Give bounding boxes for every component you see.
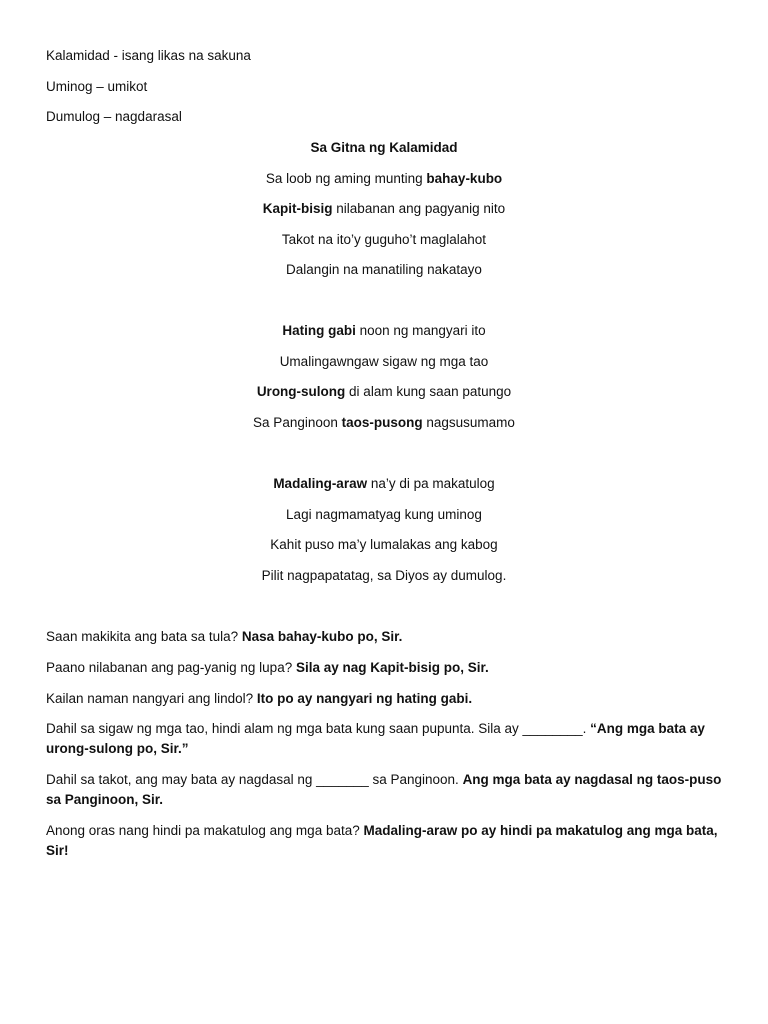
question-item bbox=[46, 821, 722, 861]
question-text: Dahil sa takot, ang may bata ay nagdasal ng _______ sa Panginoon. bbox=[46, 772, 463, 787]
question-item bbox=[46, 627, 722, 647]
poem-line: Lagi nagmamatyag kung uminog bbox=[286, 507, 482, 522]
answer-text: Madaling-araw po ay hindi pa makatulog ang mga bata, Sir! bbox=[46, 823, 718, 858]
poem-line: Pilit nagpapatatag, sa Diyos ay dumulog. bbox=[261, 568, 507, 583]
poem-line: Kahit puso ma’y lumalakas ang kabog bbox=[270, 537, 498, 552]
answer-text: Ito po ay nangyari ng hating gabi. bbox=[256, 691, 473, 706]
question-text: Paano nilabanan ang pag-yanig ng lupa? bbox=[46, 660, 296, 675]
poem-line: Kapit-bisig nilabanan ang pagyanig nito bbox=[262, 201, 506, 216]
question-item bbox=[46, 719, 722, 759]
vocab-item: Dumulog – nagdarasal bbox=[46, 109, 182, 124]
answer-text: Sila ay nag Kapit-bisig po, Sir. bbox=[295, 660, 489, 675]
answer-text: “Ang mga bata ay urong-sulong po, Sir.” bbox=[46, 721, 705, 756]
question-item bbox=[46, 770, 722, 810]
question-item bbox=[46, 658, 722, 678]
poem-line: Hating gabi noon ng mangyari ito bbox=[282, 323, 486, 338]
poem-line: Sa loob ng aming munting bahay-kubo bbox=[265, 171, 503, 186]
answer-text: Ang mga bata ay nagdasal ng taos-puso sa Panginoon, Sir. bbox=[46, 772, 722, 807]
vocab-item: Kalamidad - isang likas na sakuna bbox=[46, 48, 251, 63]
question-text: Dahil sa sigaw ng mga tao, hindi alam ng mga bata kung saan pupunta. Sila ay ________. bbox=[46, 721, 591, 736]
poem-line: Umalingawngaw sigaw ng mga tao bbox=[279, 354, 489, 369]
answer-text: Nasa bahay-kubo po, Sir. bbox=[241, 629, 403, 644]
poem-line: Takot na ito’y guguho’t maglalahot bbox=[281, 232, 487, 247]
question-text: Saan makikita ang bata sa tula? bbox=[46, 629, 242, 644]
poem-line: Dalangin na manatiling nakatayo bbox=[286, 262, 482, 277]
question-item bbox=[46, 689, 722, 709]
vocab-item: Uminog – umikot bbox=[46, 79, 148, 94]
poem-title: Sa Gitna ng Kalamidad bbox=[310, 140, 458, 155]
poem-line: Madaling-araw na’y di pa makatulog bbox=[273, 476, 495, 491]
question-text: Anong oras nang hindi pa makatulog ang mga bata? bbox=[46, 823, 364, 838]
poem-line: Urong-sulong di alam kung saan patungo bbox=[256, 384, 512, 399]
poem-line: Sa Panginoon taos-pusong nagsusumamo bbox=[253, 415, 515, 430]
question-text: Kailan naman nangyari ang lindol? bbox=[46, 691, 257, 706]
